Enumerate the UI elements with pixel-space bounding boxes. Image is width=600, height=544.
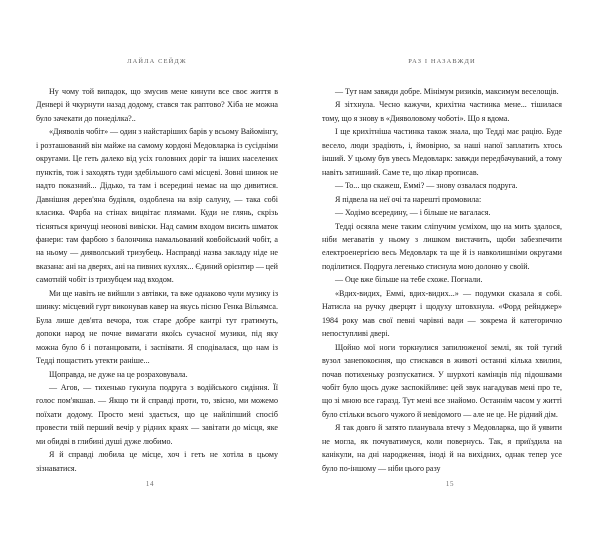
paragraph: «Дияволів чобіт» — один з найстаріших барів у всьому Вайомінгу, і розташований він майже на самому кордоні Медовларка із сусідніми округами. Це геть далеко від усіх головних доріг та інших населених пунктів, тож і заходять туди здебільшого самі місцеві. Зовні шинок не надто показний... Дідько, та там і всередині немає на що дивитися. Давнішня дерев'яна будівля, оздоблена на взір салуну, — така собі класика. Фарба на стінах вицвітає плямами. Куди не глянь, скрізь тісняться кричущі неонові вивіски. Над самим входом висить шматок фанери: там фарбою з балончика намальований ковбойський чобіт, а на ньому — дияволський тризубець. Насправді назва закладу ніде не вказана: ані на дверях, ані на пивних кухлях... Єдиний орієнтир — цей самотній чобіт із тризубцем над входом. <box>36 127 278 285</box>
right-page <box>300 0 600 544</box>
paragraph: — Оце вже більше на тебе схоже. Погнали. <box>335 275 483 285</box>
right-page-number: 15 <box>445 480 455 488</box>
paragraph: Тедді осяяла мене таким сліпучим усміхом, що на мить здалося, ніби мегаватів у ньому з лишком вистачить, щоби забезпечити електроенергією весь Медовларк та ще й із навколишніми округами поділитися. Подруга легенько стиснула мою долоню у своїй. <box>322 221 562 271</box>
paragraph: — Ходімо всередину, — і більше не вагалася. <box>335 208 491 218</box>
right-page-running-head: РАЗ І НАЗАВЖДИ <box>408 58 476 65</box>
left-page-running-head: ЛАЙЛА СЕЙДЖ <box>127 58 187 65</box>
paragraph: «Вдих-видих, Еммі, вдих-видих...» — подумки сказала я собі. Натисла на ручку дверцят і щодуху штовхнула. «Форд рейнджер» 1984 року мав свої певні чарівні вади — зокрема й категорично непоступливі двері. <box>322 288 562 339</box>
left-page-number: 14 <box>145 480 155 488</box>
paragraph: Ну чому той випадок, що змусив мене кинути все своє життя в Денвері й чкурнути назад додому, стався так раптово? Хіба не можна було зачекати до понеділка?.. <box>36 87 278 123</box>
paragraph: Щойно мої ноги торкнулися запилюженої землі, як той тугий вузол занепокоєння, що стискався в животі останні кілька хвилин, почав потихеньку розпускатися. У шурхоті камінців під підошвами чобіт було щось дуже заспокійливе: цей звук нагадував мені про те, що зі мною все гаразд. Тут мені все знайомо. Останнім часом у житті було стільки всього чужого й невідомого — але не це. Не рідний дім. <box>322 342 562 419</box>
paragraph: Щоправда, не дуже на це розраховувала. <box>49 369 188 379</box>
right-page-body-text <box>322 85 562 475</box>
paragraph: Я так довго й затято планувала втечу з Медовларка, що й уявити не могла, як почуватимуся, коли повернусь. Так, я приїздила на канікули, на дні народження, іноді й на вихідних, однак тепер усе було по-іншому — ніби цього разу <box>322 423 562 473</box>
paragraph: Ми ще навіть не вийшли з автівки, та вже однаково чули музику із шинку: місцевий гурт виконував кавер на якусь пісню Генка Вільямса. Була лише дев'ята вечора, тож старе добре кантрі тут гратимуть, допоки народ не почне вимагати якоїсь сучасної музики, під яку можна було б і потанцювати, і заспівати. Я сподівалася, що нам із Тедді пощастить утекти раніше... <box>36 288 278 366</box>
paragraph: — Тут нам завжди добре. Мінімум ризиків, максимум веселощів. <box>335 87 559 96</box>
left-page-body-text <box>36 85 278 475</box>
paragraph: Я зітхнула. Чесно кажучи, крихітна частинка мене... тішилася тому, що я знову в «Дияволовому чоботі». Що я вдома. <box>322 100 562 123</box>
paragraph: — То... що скажеш, Еммі? — знову озвалася подруга. <box>335 181 518 191</box>
paragraph: І ще крихітніша частинка також знала, що Тедді має рацію. Буде весело, люди зрадіють, і, ймовірно, за наші напої заплатить хтось інший. У цьому був увесь Медовларк: завжди передбачуваний, а тому навіть затишний. Саме те, що лікар прописав. <box>322 127 562 177</box>
paragraph: Я й справді любила це місце, хоч і геть не хотіла в цьому зізнаватися. <box>36 450 278 473</box>
paragraph: Я підвела на неї очі та нарешті промовила: <box>335 194 482 204</box>
paragraph: — Агов, — тихенько гукнула подруга з водійського сидіння. Її голос пом'якшав. — Якщо ти й справді проти, то, звісно, ми можемо поїхати додому. Просто мені здається, що це найліпший спосіб провести твій перший вечір у рідних краях — завітати до місця, яке ми обидві в глибині душі дуже любимо. <box>36 382 278 446</box>
